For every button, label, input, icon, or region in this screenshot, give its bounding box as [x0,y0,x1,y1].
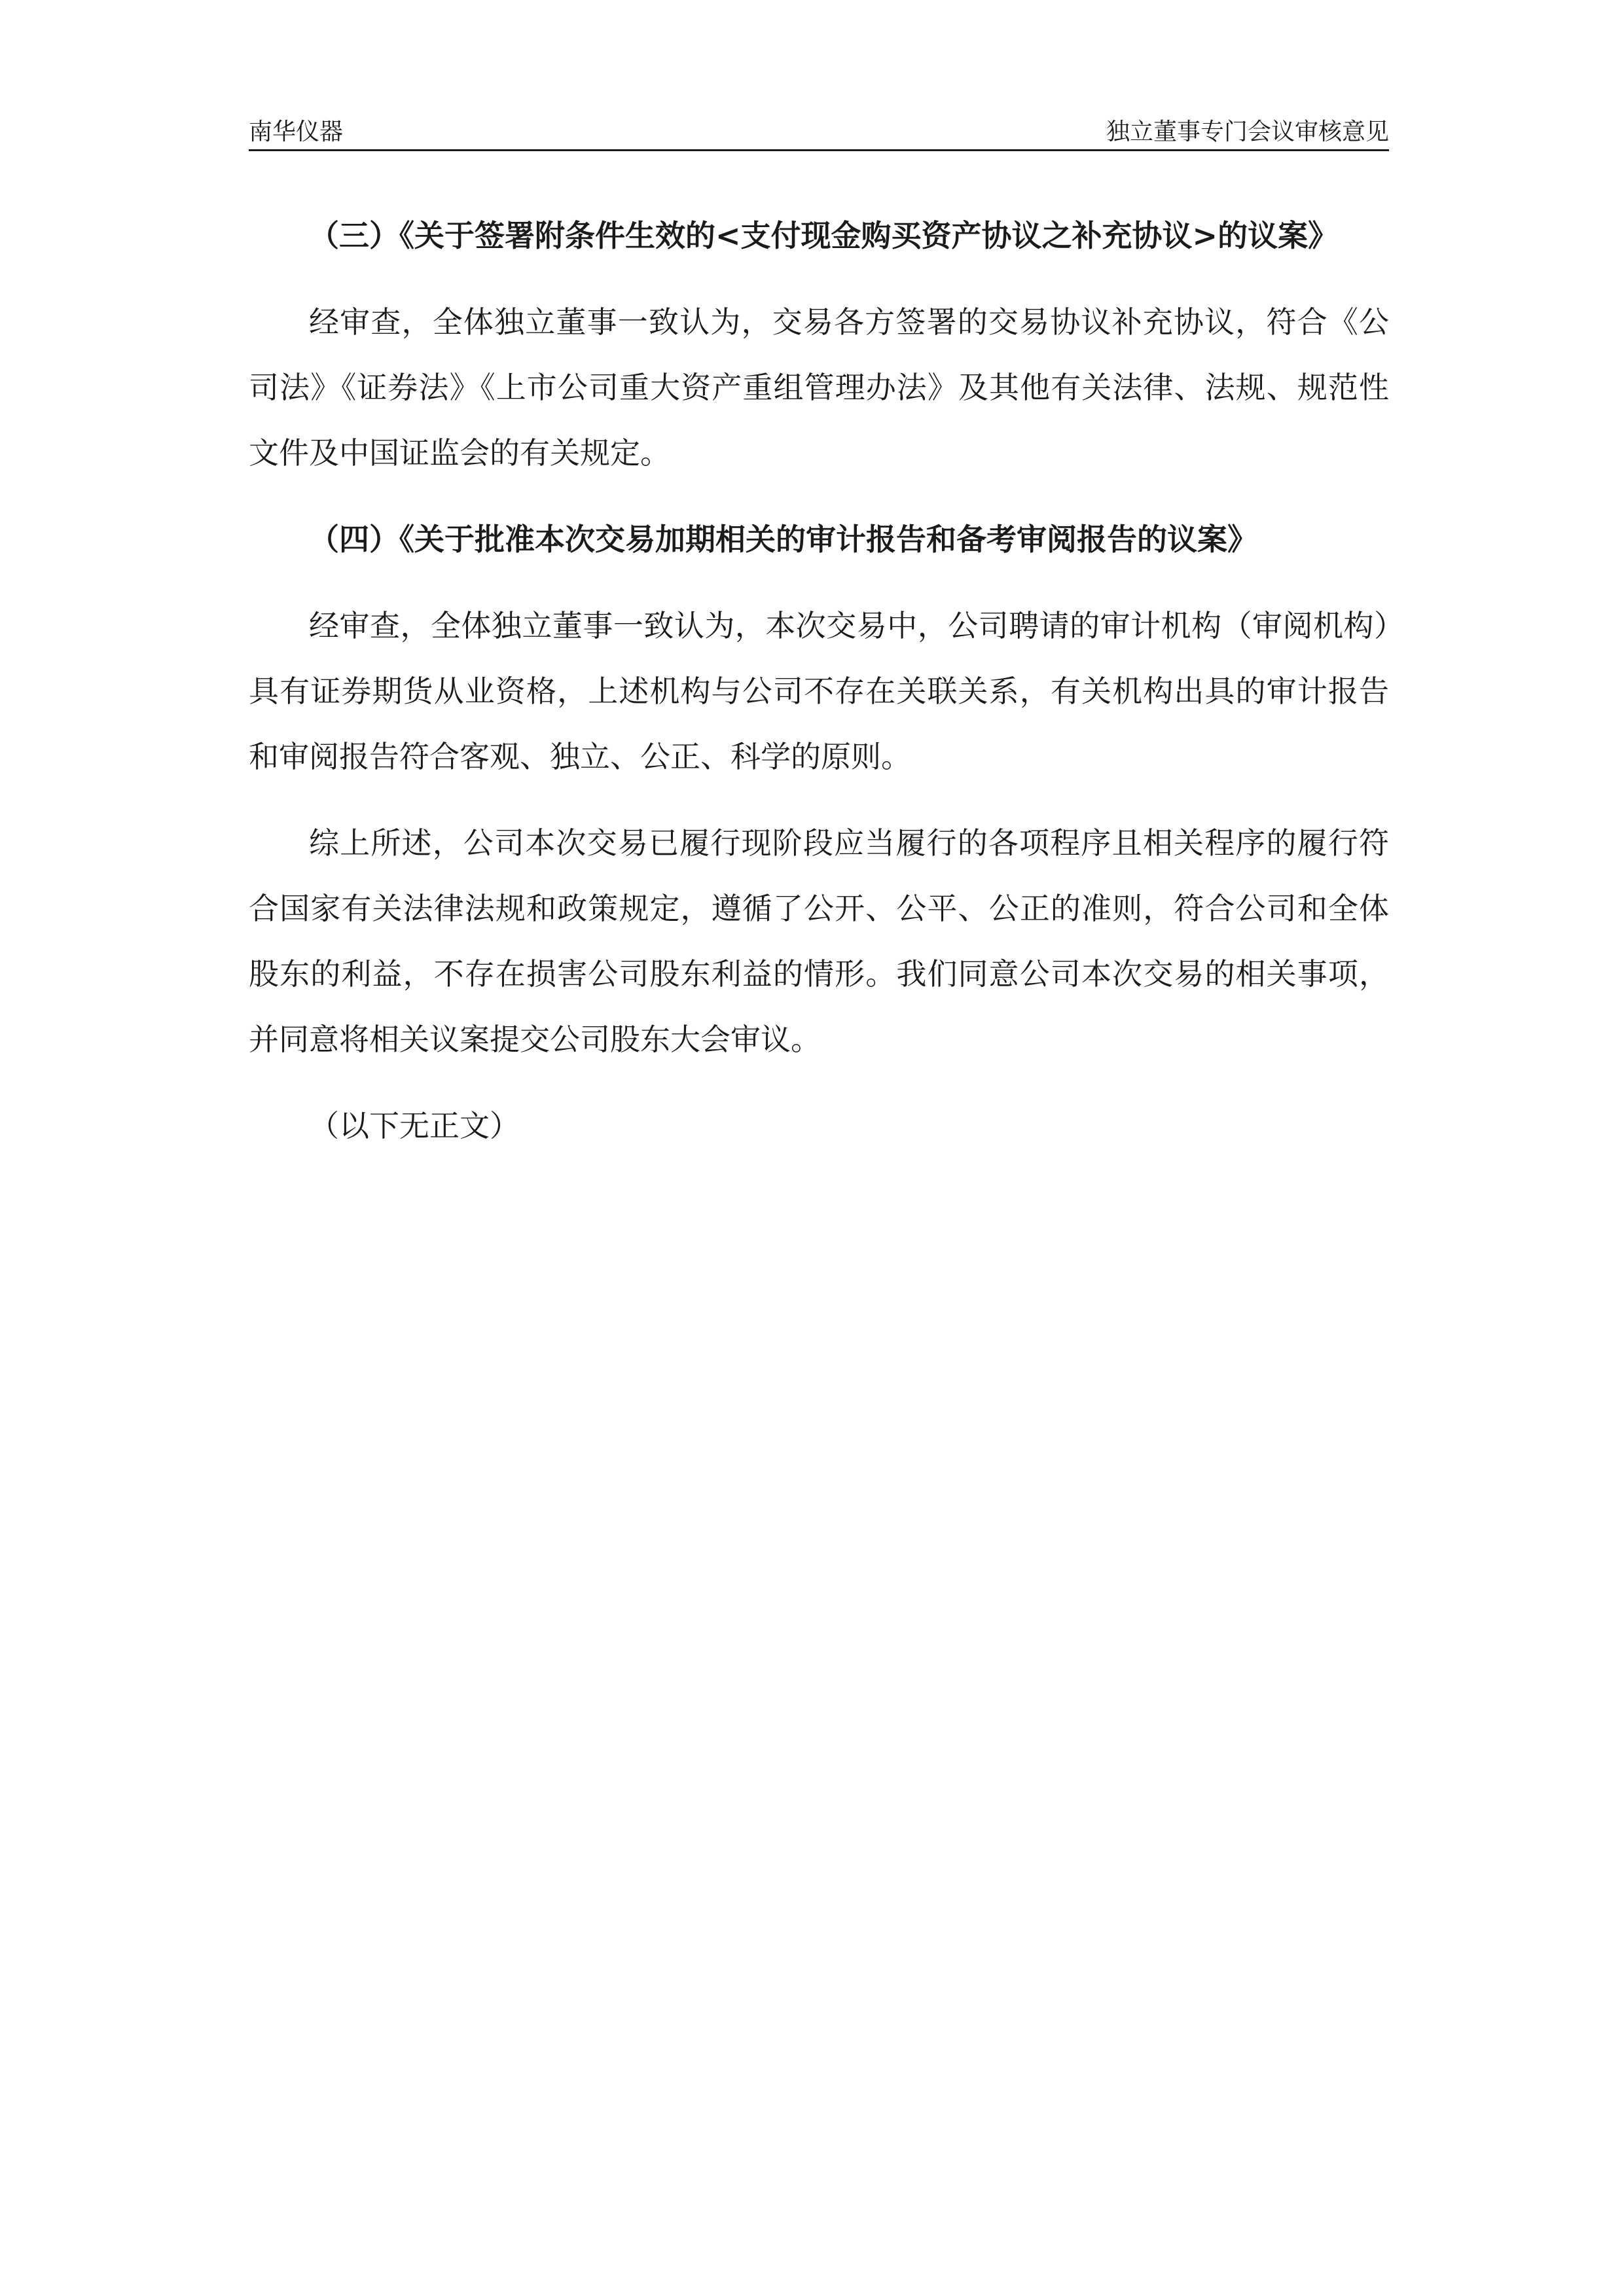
page-header [249,113,1389,152]
section-heading-4: （四）《关于批准本次交易加期相关的审计报告和备考审阅报告的议案》 [309,522,1257,557]
header-divider [249,149,1389,151]
header-company-name: 南华仪器 [249,118,344,145]
section-heading-3: （三）《关于签署附条件生效的<支付现金购买资产协议之补充协议>的议案》 [309,218,1339,253]
conclusion-paragraph: 综上所述，公司本次交易已履行现阶段应当履行的各项程序且相关程序的履行符合国家有关法律法规和政策规定，遵循了公开、公平、公正的准则，符合公司和全体股东的利益，不存在损害公司股东利益的情形。我们同意公司本次交易的相关事项，并同意将相关议案提交公司股东大会审议。 [249,825,1389,1057]
closing-note: （以下无正文） [309,1108,520,1143]
section-paragraph-4: 经审查，全体独立董事一致认为，本次交易中，公司聘请的审计机构（审阅机构）具有证券期货从业资格，上述机构与公司不存在关联关系，有关机构出具的审计报告和审阅报告符合客观、独立、公正、科学的原则。 [249,608,1389,774]
document-body [249,203,1389,1158]
section-paragraph-3: 经审查，全体独立董事一致认为，交易各方签署的交易协议补充协议，符合《公司法》《证券法》《上市公司重大资产重组管理办法》及其他有关法律、法规、规范性文件及中国证监会的有关规定。 [249,304,1389,471]
header-document-title: 独立董事专门会议审核意见 [1106,118,1389,145]
